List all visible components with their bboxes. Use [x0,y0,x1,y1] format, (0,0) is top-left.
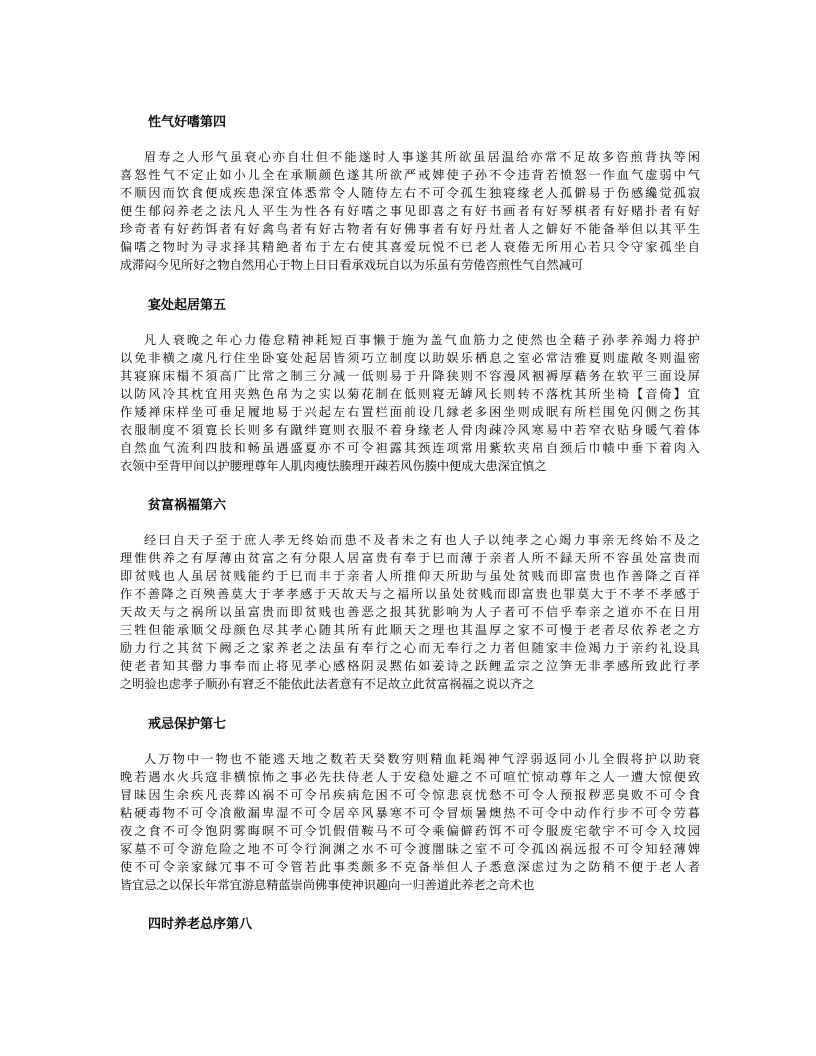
text-line: 衣领中至背甲间以护腰理尊年人肌肉瘦怯腠理开疎若风伤腠中便成大患深宜慎之 [120,459,547,473]
text-line: 粘硬毒物不可令飡敝漏卑湿不可令居卒风暴寒不可令冒烦暑燠热不可令中动作行步不可令劳暮 [120,806,700,820]
text-line: 喜怒性气不定止如小儿全在承顺颜色遂其所欲严戒婢使子孙不令违背若愤怒一作血气虚弱中气 [120,168,700,182]
text-line: 成滞闷今见所好之物自然用心于物上日日看承戏玩自以为乐虽有劳倦咨煎性气自然减可 [120,258,584,272]
text-line: 凡人衰晚之年心力倦怠精神耗短百事懒于施为盖气血筋力之使然也全藉子孙孝养竭力将护 [144,333,700,347]
text-line: 理惟供养之有厚薄由贫富之有分限人居富贵有奉于巳而薄于亲者人所不録天所不容虽处富贵而 [120,551,700,565]
text-line: 冢墓不可令游危险之地不可令行涧渊之水不可令渡闇昧之室不可令孤凶祸远报不可令知轻薄婢 [120,842,700,856]
section-body-6 [120,531,700,693]
text-line: 使老者知其罄力事奉而止将见孝心感格阴灵黙佑如姜诗之跃鲤孟宗之泣笋无非孝感所致此行孝 [120,659,700,673]
text-line: 自然血气流利四肢和畅虽遇盛夏亦不可令袒露其颈连项常用紫软夹帛自颈后巾帻中垂下着肉入 [120,441,700,455]
text-line: 三牲但能承顺父母颜色尽其孝心随其所有此顺天之理也其温厚之家不可慢于老者尽依养老之方 [120,623,700,637]
section-body-4 [120,148,700,274]
text-line: 作不善降之百殃善莫大于孝孝感于天故天与之福所以虽处贫贱而即富贵也罪莫大于不孝不孝感于 [120,587,700,601]
text-line: 珍奇者有好药饵者有好禽鸟者有好古物者有好佛事者有好丹灶者人之僻好不能备举但以其平生 [120,222,700,236]
text-line: 便生郁闷养老之法凡人平生为性各有好嗜之事见即喜之有好书画者有好琴棋者有好赌扑者有好 [120,204,700,218]
text-line: 使不可令亲家縁冗事不可令管若此事类颇多不克备举但人子悉意深虑过为之防稍不便于老人者 [120,860,700,874]
text-line: 其寝寐床榻不須高广比常之制三分减一低则易于升降狭则不容漫风裀褥厚藉务在软平三面设屏 [120,369,700,383]
text-line: 夜之食不可令饱阴雾晦暝不可令饥假借鞍马不可令乘偏僻药饵不可令服废宅欹宇不可令入坟园 [120,824,700,838]
text-line: 经曰自天子至于庶人孝无终始而患不及者未之有也人子以纯孝之心竭力事亲无终始不及之 [144,533,700,547]
text-line: 冒昧因生余疾凡丧葬凶祸不可令吊疾病危困不可令惊悲哀忧愁不可令人预报秽恶臭败不可令食 [120,788,700,802]
section-heading-7: 戒忌保护第七 [148,717,227,732]
section-body-5 [120,331,700,475]
text-line: 偏嗜之物时为寻求择其精絶者布于左右使其喜爱玩悦不已老人衰倦无所用心若只令守家孤坐自 [120,240,700,254]
text-line: 之明验也虑孝子顺孙有窘乏不能依此法者意有不足故立此贫富祸福之说以齐之 [120,677,535,691]
text-line: 励力行之其贫下阙乏之家养老之法虽有奉行之心而无奉行之力者但随家丰俭竭力于亲约礼设具 [120,641,700,655]
section-body-7 [120,750,700,894]
section-heading-6: 贫富祸福第六 [148,498,227,513]
text-line: 不顺因而饮食便成疾患深宜体悉常令人随侍左右不可令孤生独寝缘老人孤僻易于伤感纔觉孤寂 [120,186,700,200]
text-line: 晚若遇水火兵寇非横惊怖之事必先扶侍老人于安稳处避之不可喧忙惊动尊年之人一遭大惊便致 [120,770,700,784]
section-heading-8: 四时养老总序第八 [148,917,253,932]
section-heading-4: 性气好嗜第四 [148,115,227,130]
text-line: 作矮禅床样坐可垂足履地易于兴起左右置栏面前设几縁老多困坐则成眠有所栏围免闪侧之伤其 [120,405,700,419]
text-line: 以免非横之虞凡行住坐卧宴处起居皆须巧立制度以助娱乐栖息之室必常洁雅夏则虚敞冬则温密 [120,351,700,365]
text-line: 以防风冷其枕宜用夹熟色帛为之实以菊花制在低则寝无罅风长则转不落枕其所坐椅【音倚】宜 [120,387,700,401]
text-line: 衣服制度不須寛长长则多有蹴绊寛则衣服不着身缘老人骨肉疎冷风寒易中若窄衣贴身暖气着体 [120,423,700,437]
text-line: 皆宜忌之以保长年常宜游息精蓝崇尚佛事使神识趣向一归善道此养老之竒术也 [120,878,535,892]
text-line: 人万物中一物也不能逃天地之数若天癸数穷则精血耗竭神气浮弱返同小儿全假将护以助衰 [144,752,700,766]
text-line: 眉寿之人形气虽衰心亦自壮但不能遂时人事遂其所欲虽居温给亦常不足故多咨煎背执等闲 [144,150,700,164]
text-line: 天故天与之祸所以虽富贵而即贫贱也善恶之报其犹影响为人子者可不信乎奉亲之道亦不在日用 [120,605,700,619]
text-line: 即贫贱也人虽居贫贱能约于巳而丰于亲者人所推仰天所助与虽处贫贱而即富贵也作善降之百祥 [120,569,700,583]
section-heading-5: 宴处起居第五 [148,298,227,313]
